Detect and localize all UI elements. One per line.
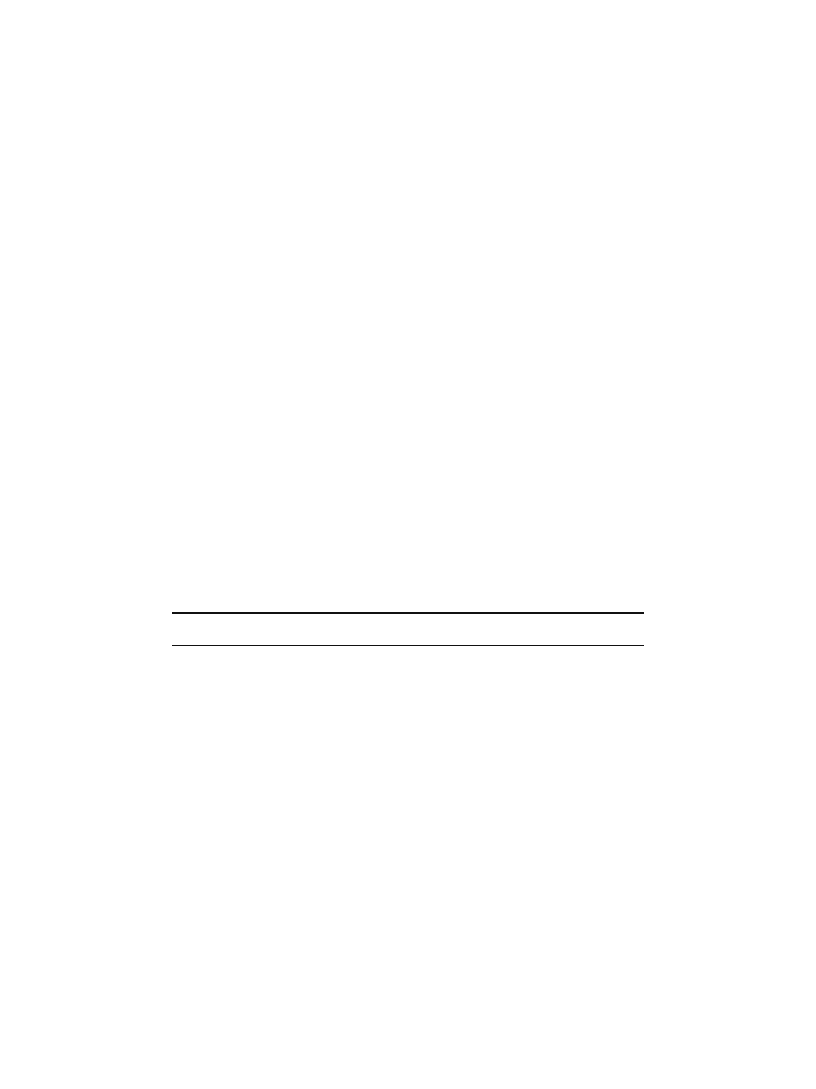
body-text-column [416, 78, 779, 92]
header-p-value [457, 624, 644, 646]
header-controls [359, 624, 458, 646]
header-athletes [194, 624, 359, 646]
table-2 [172, 612, 644, 646]
figure-2-chart [48, 74, 398, 494]
header-immune-parameter [172, 624, 194, 646]
